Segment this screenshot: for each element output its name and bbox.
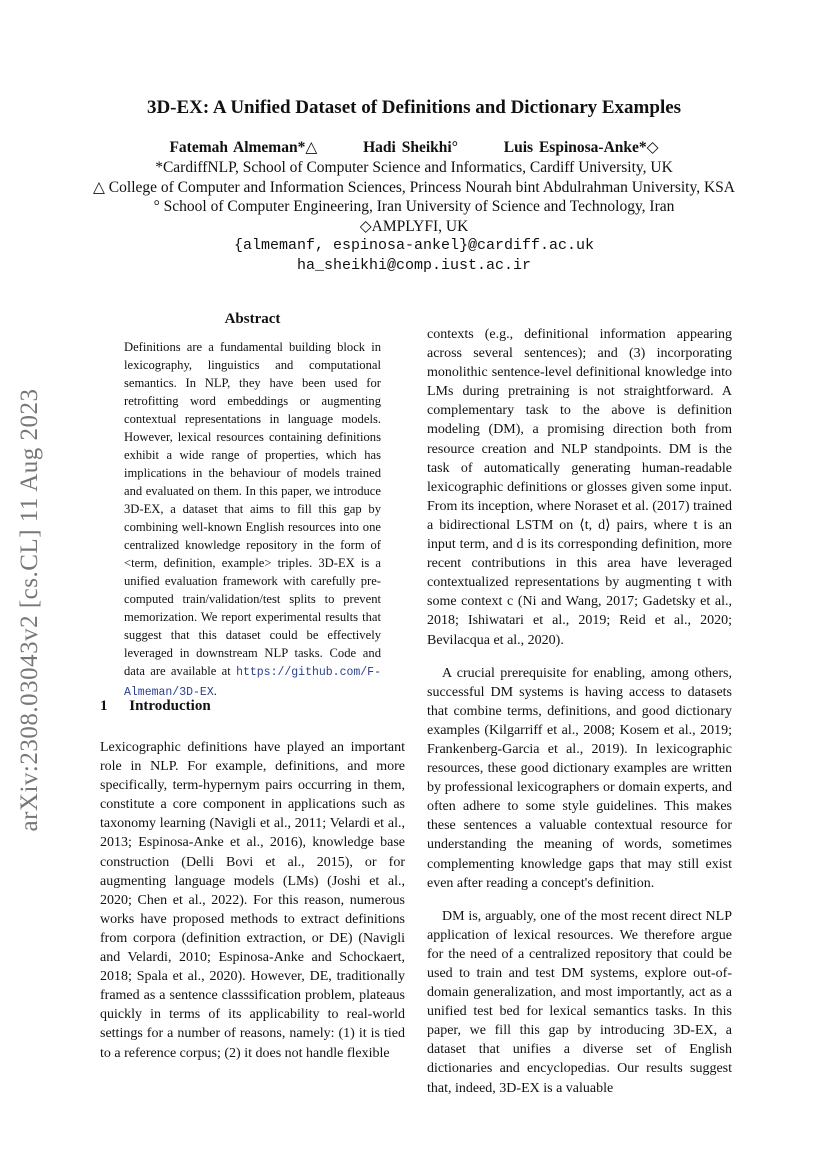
abstract-text: Definitions are a fundamental building block in lexicography, linguistics and computational semantics. In NLP, they have been used for retrofitting word embeddings or augmenting contextual representations in language models. However, lexical resources containing definitions exhibit a wide range of properties, which has implications in the behaviour of models trained and evaluated on them. In this paper, we introduce 3D-EX, a dataset that aims to fill this gap by combining well-known English resources into one centralized knowledge repository in the form of <term, definition, example> triples. 3D-EX is a unified evaluation framework with carefully pre-computed train/validation/test splits to prevent memorization. We report experimental results that suggest that this dataset could be effectively leveraged in downstream NLP tasks. Code and data are available at [124, 340, 381, 678]
author-list [0, 137, 828, 157]
affiliation-2: △ College of Computer and Information Sciences, Princess Nourah bint Abdulrahman University, KSA [93, 179, 735, 196]
paper-title: 3D-EX: A Unified Dataset of Definitions and Dictionary Examples [146, 97, 682, 118]
section-heading-introduction [100, 698, 211, 715]
abstract-heading: Abstract [224, 311, 281, 327]
affiliation-1: *CardiffNLP, School of Computer Science and Informatics, Cardiff University, UK [155, 159, 673, 176]
right-paragraph-1: contexts (e.g., definitional information appearing across several sentences); and (3) incorporating monolithic sentence-level definitional knowledge into LMs during pretraining is not straightforward. A complementary task to the above is definition modeling (DM), a promising direction both from resource creation and NLP standpoints. DM is the task of automatically generating human-readable lexicographic definitions or glosses given some input. From its inception, where Noraset et al. (2017) trained a bidirectional LSTM on ⟨t, d⟩ pairs, where t is an input term, and d is its corresponding definition, more recent contributions in this area have leveraged contextualized representations by augmenting t with some context c (Ni and Wang, 2017; Gadetsky et al., 2018; Ishiwatari et al., 2019; Reid et al., 2020; Bevilacqua et al., 2020). [427, 327, 732, 648]
author-2: Hadi Sheikhi° [363, 139, 458, 156]
arxiv-sidebar [10, 360, 50, 860]
email-iust: ha_sheikhi@comp.iust.ac.ir [296, 257, 532, 274]
right-column [427, 311, 732, 1112]
code-link[interactable]: https://github.com/F-Almeman/3D-EX [124, 666, 381, 699]
email-cardiff: {almemanf, espinosa-ankel}@cardiff.ac.uk [233, 237, 595, 254]
abstract-end: . [213, 684, 217, 698]
author-3: Luis Espinosa-Anke*◇ [503, 139, 659, 156]
abstract-body [124, 338, 381, 702]
section-number: 1 [100, 698, 108, 714]
right-paragraph-2: A crucial prerequisite for enabling, among others, successful DM systems is having access to datasets that combine terms, definitions, and good dictionary examples (Kilgarriff et al., 2008; Kosem et al., 2019; Frankenberg-Garcia et al., 2019). In lexicographic resources, these good dictionary examples are written by professional lexicographers or domain experts, and often adhere to some style guidelines. This makes these sentences a valuable contextual resource for understanding the meaning of words, sometimes complementing knowledge gaps that may still exist even after reading a concept's definition. [427, 665, 732, 891]
arxiv-identifier: arXiv:2308.03043v2 [cs.CL] 11 Aug 2023 [16, 388, 43, 832]
affiliation-3: ° School of Computer Engineering, Iran University of Science and Technology, Iran [153, 198, 675, 215]
section-title: Introduction [129, 698, 211, 714]
author-1: Fatemah Almeman*△ [169, 139, 318, 156]
intro-paragraph-1: Lexicographic definitions have played an important role in NLP. For example, definitions, and more specifically, term-hypernym pairs occurring in them, constitute a core component in applications such as taxonomy learning (Navigli et al., 2011; Velardi et al., 2013; Espinosa-Anke et al., 2016), knowledge base construction (Delli Bovi et al., 2015), or for augmenting language models (LMs) (Joshi et al., 2020; Chen et al., 2022). For this reason, numerous works have proposed methods to extract definitions from corpora (definition extraction, or DE) (Navigli and Velardi, 2010; Espinosa-Anke and Schockaert, 2018; Spala et al., 2020). However, DE, traditionally framed as a sentence classsification problem, plateaus quickly in terms of its applicability to real-world settings for a number of reasons, namely: (1) it is tied to a reference corpus; (2) it does not handle flexible [100, 740, 405, 1061]
right-paragraph-3: DM is, arguably, one of the most recent direct NLP application of lexical resources. We therefore argue for the need of a centralized repository that could be used to train and test DM systems, explore out-of-domain generalization, and most importantly, act as a unified test bed for lexical semantics tasks. In this paper, we fill this gap by introducing 3D-EX, a dataset that unifies a diverse set of English dictionaries and encyclopedias. Our results suggest that, indeed, 3D-EX is a valuable [427, 908, 732, 1096]
affiliation-4: ◇AMPLYFI, UK [359, 218, 469, 235]
introduction-paragraph [100, 724, 405, 1077]
